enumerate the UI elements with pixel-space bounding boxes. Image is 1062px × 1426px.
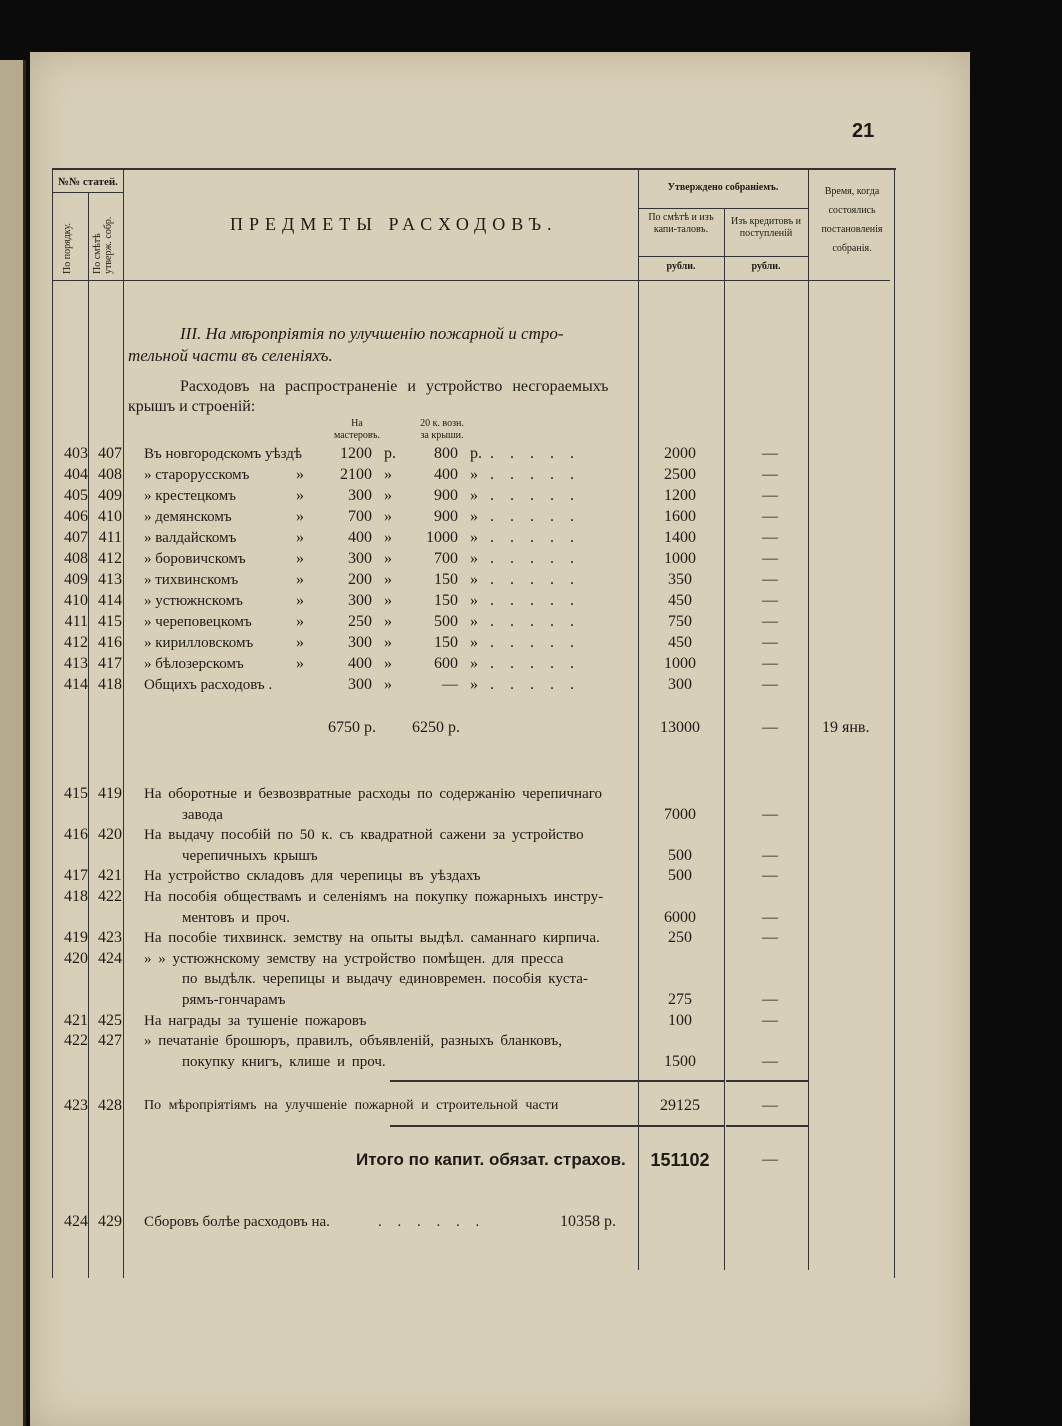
subtotal-dash: —	[762, 719, 778, 736]
reward-subhead	[404, 418, 480, 442]
rubles-label-1: рубли.	[666, 261, 696, 272]
approved-amount: 275	[668, 991, 692, 1008]
expense-item-line	[0, 825, 1062, 845]
masters-amount: 250	[348, 613, 372, 630]
section-total-row	[0, 1096, 1062, 1116]
expense-item-text: » печатаніе брошюръ, правилъ, объявленій, разныхъ бланковъ,	[144, 1033, 563, 1050]
county-name: » старорусскомъ	[144, 467, 250, 483]
reward-amount: —	[442, 676, 458, 693]
leader-dots: . . . . .	[490, 613, 580, 630]
row-number-order: 412	[64, 634, 88, 651]
approved-amount: 7000	[664, 805, 696, 823]
leader-dots: . . . . .	[490, 487, 580, 504]
masters-amount: 1200	[340, 445, 372, 462]
row-number-order: 406	[64, 508, 88, 525]
expense-item-line	[0, 969, 1062, 989]
expense-item-text: На награды за тушеніе пожаровъ	[144, 1012, 367, 1029]
order-header: По порядку.	[62, 223, 73, 274]
approved-amount: 450	[668, 634, 692, 651]
section-title-line2: тельной части въ селеніяхъ.	[128, 346, 333, 365]
reward-amount: 400	[434, 466, 458, 483]
section-total-n1: 423	[64, 1097, 88, 1114]
masters-unit: »	[384, 613, 392, 630]
surplus-label: Сборовъ болѣе расходовъ на.	[144, 1214, 330, 1230]
masters-amount: 300	[348, 550, 372, 567]
row-number-order: 416	[64, 826, 88, 844]
reward-subhead-1: 20 к. возн.	[420, 418, 464, 429]
expense-item-text: На устройство складовъ для черепицы въ уѣздахъ	[144, 868, 481, 885]
reward-unit: »	[470, 571, 478, 588]
masters-unit: »	[384, 508, 392, 525]
expense-item-line	[0, 784, 1062, 804]
row-number-order: 409	[64, 571, 88, 588]
row-number-smeta: 408	[98, 466, 122, 483]
county-name: » валдайскомъ	[144, 530, 237, 546]
row-number-smeta: 419	[98, 785, 122, 802]
masters-amount: 300	[348, 676, 372, 693]
ditto-mark: »	[296, 529, 304, 546]
row-number-smeta: 418	[98, 676, 122, 693]
row-number-order: 417	[64, 867, 88, 885]
approved-amount: 1600	[664, 508, 696, 525]
approved-amount: 250	[668, 929, 692, 947]
masters-unit: »	[384, 571, 392, 588]
reward-unit: »	[470, 550, 478, 567]
row-number-order: 414	[64, 676, 88, 693]
expense-item-line	[0, 990, 1062, 1010]
subtotal-reward: 6250 р.	[412, 719, 460, 736]
expense-item-text: покупку книгъ, клише и проч.	[182, 1053, 386, 1070]
row-number-smeta: 410	[98, 508, 122, 525]
county-row	[0, 675, 1062, 695]
total-rule-top-credit	[726, 1080, 808, 1082]
county-row	[0, 612, 1062, 632]
credit-dash: —	[762, 655, 778, 672]
reward-amount: 600	[434, 655, 458, 672]
credit-dash: —	[762, 634, 778, 651]
credit-dash: —	[762, 929, 778, 947]
row-number-smeta: 421	[98, 867, 122, 885]
expense-item-line	[0, 805, 1062, 825]
grand-total-dash: —	[762, 1151, 778, 1168]
row-number-smeta: 420	[98, 826, 122, 844]
credit-dash: —	[762, 908, 778, 926]
row-number-order: 404	[64, 466, 88, 483]
expense-item-text: черепичныхъ крышъ	[182, 847, 318, 864]
masters-unit: »	[384, 487, 392, 504]
reward-amount: 900	[434, 487, 458, 504]
credit-dash: —	[762, 571, 778, 588]
ditto-mark: »	[296, 634, 304, 651]
approved-amount: 500	[668, 867, 692, 885]
leader-dots: . . . . .	[490, 634, 580, 651]
credit-dash: —	[762, 445, 778, 462]
county-name: Въ новгородскомъ уѣздѣ	[144, 446, 303, 462]
credit-dash: —	[762, 550, 778, 567]
credit-dash: —	[762, 867, 778, 885]
masters-unit: »	[384, 592, 392, 609]
smeta-header: По смѣтѣ утверж. собр.	[92, 216, 114, 274]
county-row	[0, 528, 1062, 548]
grand-total-label: Итого по капит. обязат. страхов.	[356, 1150, 626, 1169]
county-row	[0, 465, 1062, 485]
masters-amount: 300	[348, 592, 372, 609]
section-title-line1: III. На мѣропріятія по улучшенію пожарной и стро-	[180, 324, 564, 343]
ditto-mark: »	[296, 487, 304, 504]
row-number-smeta: 413	[98, 571, 122, 588]
row-number-order: 407	[64, 529, 88, 546]
masters-subhead-1: На	[351, 418, 363, 429]
county-name: » тихвинскомъ	[144, 572, 239, 588]
masters-unit: »	[384, 529, 392, 546]
surplus-n1: 424	[64, 1213, 88, 1230]
surplus-row	[0, 1212, 1062, 1232]
row-number-smeta: 414	[98, 592, 122, 609]
masters-amount: 400	[348, 655, 372, 672]
row-number-smeta: 422	[98, 888, 122, 905]
reward-amount: 500	[434, 613, 458, 630]
credit-dash: —	[762, 991, 778, 1008]
time-header: Время, когда состоялись постановленія собранія.	[821, 186, 883, 254]
county-row	[0, 570, 1062, 590]
approved-amount: 1500	[664, 1052, 696, 1070]
ditto-mark: »	[296, 613, 304, 630]
expense-item-text: по выдѣлк. черепицы и выдачу единовремен. пособія куста-	[182, 971, 588, 988]
expense-item-line	[0, 928, 1062, 948]
approved-amount: 2000	[664, 445, 696, 462]
leader-dots: . . . . .	[490, 571, 580, 588]
row-number-order: 418	[64, 888, 88, 905]
expense-item-text: ментовъ и проч.	[182, 909, 290, 926]
row-number-smeta: 416	[98, 634, 122, 651]
credit-dash: —	[762, 805, 778, 823]
ditto-mark: »	[296, 592, 304, 609]
reward-unit: »	[470, 676, 478, 693]
masters-amount: 700	[348, 508, 372, 525]
expense-item-line	[0, 1052, 1062, 1072]
expense-item-line	[0, 887, 1062, 907]
reward-amount: 150	[434, 634, 458, 651]
leader-dots: . . . . .	[490, 466, 580, 483]
county-row	[0, 486, 1062, 506]
approved-amount: 2500	[664, 466, 696, 483]
expense-item-text: На оборотные и безвозвратные расходы по содержанію черепичнаго	[144, 786, 603, 802]
row-number-order: 403	[64, 445, 88, 462]
county-row	[0, 654, 1062, 674]
credit-dash: —	[762, 1011, 778, 1029]
expense-item-text: На пособіе тихвинск. земству на опыты выдѣл. саманнаго кирпича.	[144, 930, 600, 947]
leader-dots: . . . . .	[490, 676, 580, 693]
expense-item-text: На пособія обществамъ и селеніямъ на покупку пожарныхъ инстру-	[144, 889, 604, 905]
masters-subhead	[322, 418, 392, 442]
subtotal-row	[0, 718, 1062, 738]
row-number-order: 419	[64, 929, 88, 947]
expense-item-line	[0, 866, 1062, 886]
masters-amount: 300	[348, 634, 372, 651]
expense-item-line	[0, 1011, 1062, 1031]
reward-unit: »	[470, 634, 478, 651]
county-row	[0, 549, 1062, 569]
county-name: » демянскомъ	[144, 509, 232, 525]
leader-dots: . . . . .	[490, 655, 580, 672]
credit-dash: —	[762, 613, 778, 630]
stat-nums-header: №№ статей.	[58, 176, 118, 188]
row-number-order: 420	[64, 949, 88, 967]
surplus-dots: . . . . . .	[378, 1214, 486, 1230]
section-total-label: По мѣропріятіямъ на улучшеніе пожарной и строительной части	[144, 1098, 559, 1113]
ditto-mark: »	[296, 655, 304, 672]
county-name: » крестецкомъ	[144, 488, 236, 504]
intro-line1: Расходовъ на распространеніе и устройство несгораемыхъ	[180, 378, 609, 395]
expense-item-line	[0, 908, 1062, 928]
subtotal-date: 19 янв.	[822, 719, 870, 736]
county-name: » устюжнскомъ	[144, 593, 243, 609]
stat-header-rule	[52, 192, 123, 193]
row-number-smeta: 425	[98, 1011, 122, 1029]
county-name: » череповецкомъ	[144, 614, 252, 630]
row-number-smeta: 411	[98, 529, 122, 546]
county-name: » бѣлозерскомъ	[144, 656, 244, 672]
total-rule-bottom-credit	[726, 1125, 808, 1127]
row-number-smeta: 424	[98, 949, 122, 967]
ditto-mark: »	[296, 508, 304, 525]
approved-amount: 1200	[664, 487, 696, 504]
masters-subhead-2: мастеровъ.	[333, 430, 381, 441]
reward-unit: р.	[470, 445, 482, 462]
credit-dash: —	[762, 846, 778, 864]
approved-amount: 750	[668, 613, 692, 630]
approved-amount: 350	[668, 571, 692, 588]
leader-dots: . . . . .	[490, 445, 580, 462]
row-number-order: 408	[64, 550, 88, 567]
leader-dots: . . . . .	[490, 529, 580, 546]
county-row	[0, 507, 1062, 527]
county-row	[0, 444, 1062, 464]
masters-unit: »	[384, 634, 392, 651]
county-name: Общихъ расходовъ .	[144, 677, 273, 693]
leader-dots: . . . . .	[490, 550, 580, 567]
county-row	[0, 633, 1062, 653]
total-rule-bottom-amt	[638, 1125, 724, 1127]
reward-unit: »	[470, 529, 478, 546]
leader-dots: . . . . .	[490, 508, 580, 525]
row-number-order: 415	[64, 785, 88, 802]
rubles-label-2: рубли.	[751, 261, 781, 272]
reward-amount: 700	[434, 550, 458, 567]
section-total-n2: 428	[98, 1097, 122, 1114]
masters-amount: 300	[348, 487, 372, 504]
expense-item-text: рямъ-гончарамъ	[182, 992, 286, 1008]
reward-amount: 150	[434, 571, 458, 588]
reward-unit: »	[470, 508, 478, 525]
reward-unit: »	[470, 655, 478, 672]
intro-line2: крышъ и строеній:	[128, 398, 256, 415]
row-number-smeta: 423	[98, 929, 122, 947]
masters-amount: 2100	[340, 466, 372, 483]
row-number-smeta: 417	[98, 655, 122, 672]
approved-amount: 450	[668, 592, 692, 609]
row-number-smeta: 407	[98, 445, 122, 462]
total-rule-top	[390, 1080, 638, 1082]
reward-amount: 150	[434, 592, 458, 609]
expense-item-line	[0, 949, 1062, 969]
total-rule-bottom	[390, 1125, 638, 1127]
credit-dash: —	[762, 466, 778, 483]
row-number-order: 405	[64, 487, 88, 504]
section-total-dash: —	[762, 1097, 778, 1114]
section-total-amount: 29125	[660, 1097, 700, 1114]
expense-item-text: завода	[182, 806, 223, 823]
county-name: » боровичскомъ	[144, 551, 246, 567]
reward-unit: »	[470, 613, 478, 630]
reward-unit: »	[470, 487, 478, 504]
rubles-rule	[638, 256, 808, 257]
reward-subhead-2: за крыши.	[420, 430, 464, 441]
expenses-title: ПРЕДМЕТЫ РАСХОДОВЪ.	[230, 214, 558, 234]
reward-amount: 900	[434, 508, 458, 525]
expense-item-line	[0, 1031, 1062, 1051]
expense-item-line	[0, 846, 1062, 866]
row-number-order: 410	[64, 592, 88, 609]
expense-item-text: » » устюжнскому земству на устройство помѣщен. для пресса	[144, 950, 564, 967]
masters-unit: р.	[384, 445, 396, 462]
ditto-mark: »	[296, 571, 304, 588]
approved-amount: 500	[668, 846, 692, 864]
masters-amount: 200	[348, 571, 372, 588]
grand-total-row	[0, 1150, 1062, 1170]
reward-unit: »	[470, 592, 478, 609]
masters-unit: »	[384, 466, 392, 483]
row-number-order: 413	[64, 655, 88, 672]
ditto-mark: »	[296, 466, 304, 483]
grand-total-amount: 151102	[650, 1150, 710, 1170]
approved-rule	[638, 208, 808, 209]
masters-unit: »	[384, 655, 392, 672]
credit-dash: —	[762, 592, 778, 609]
leader-dots: . . . . .	[490, 592, 580, 609]
credit-dash: —	[762, 676, 778, 693]
approved-amount: 1400	[664, 529, 696, 546]
surplus-amount: 10358 р.	[560, 1213, 616, 1230]
subtotal-amount: 13000	[660, 719, 700, 736]
row-number-smeta: 412	[98, 550, 122, 567]
row-number-smeta: 427	[98, 1032, 122, 1050]
row-number-order: 411	[64, 613, 88, 630]
reward-amount: 800	[434, 445, 458, 462]
row-number-order: 421	[64, 1011, 88, 1029]
credit-dash: —	[762, 529, 778, 546]
approved-amount: 300	[668, 676, 692, 693]
row-number-smeta: 415	[98, 613, 122, 630]
masters-amount: 400	[348, 529, 372, 546]
page-number: 21	[852, 120, 875, 142]
ditto-mark: »	[296, 550, 304, 567]
by-smeta-header: По смѣтѣ и изъ капи-таловъ.	[648, 212, 714, 235]
subtotal-masters: 6750 р.	[328, 719, 376, 736]
approved-amount: 1000	[664, 655, 696, 672]
reward-amount: 1000	[426, 529, 458, 546]
expense-item-text: На выдачу пособій по 50 к. съ квадратной сажени за устройство	[144, 827, 584, 844]
county-row	[0, 591, 1062, 611]
approved-header: Утверждено собраніемъ.	[667, 182, 779, 193]
approved-amount: 6000	[664, 908, 696, 926]
approved-amount: 1000	[664, 550, 696, 567]
reward-unit: »	[470, 466, 478, 483]
surplus-n2: 429	[98, 1213, 122, 1230]
approved-amount: 100	[668, 1011, 692, 1029]
county-name: » кирилловскомъ	[144, 635, 254, 651]
credit-dash: —	[762, 487, 778, 504]
credit-dash: —	[762, 1052, 778, 1070]
masters-unit: »	[384, 676, 392, 693]
credits-header: Изъ кредитовъ и поступленій	[730, 216, 801, 239]
header-bottom-rule	[52, 280, 890, 281]
row-number-order: 422	[64, 1032, 88, 1050]
total-rule-top-amt	[638, 1080, 724, 1082]
masters-unit: »	[384, 550, 392, 567]
table-top-rule	[52, 168, 896, 170]
row-number-smeta: 409	[98, 487, 122, 504]
credit-dash: —	[762, 508, 778, 525]
